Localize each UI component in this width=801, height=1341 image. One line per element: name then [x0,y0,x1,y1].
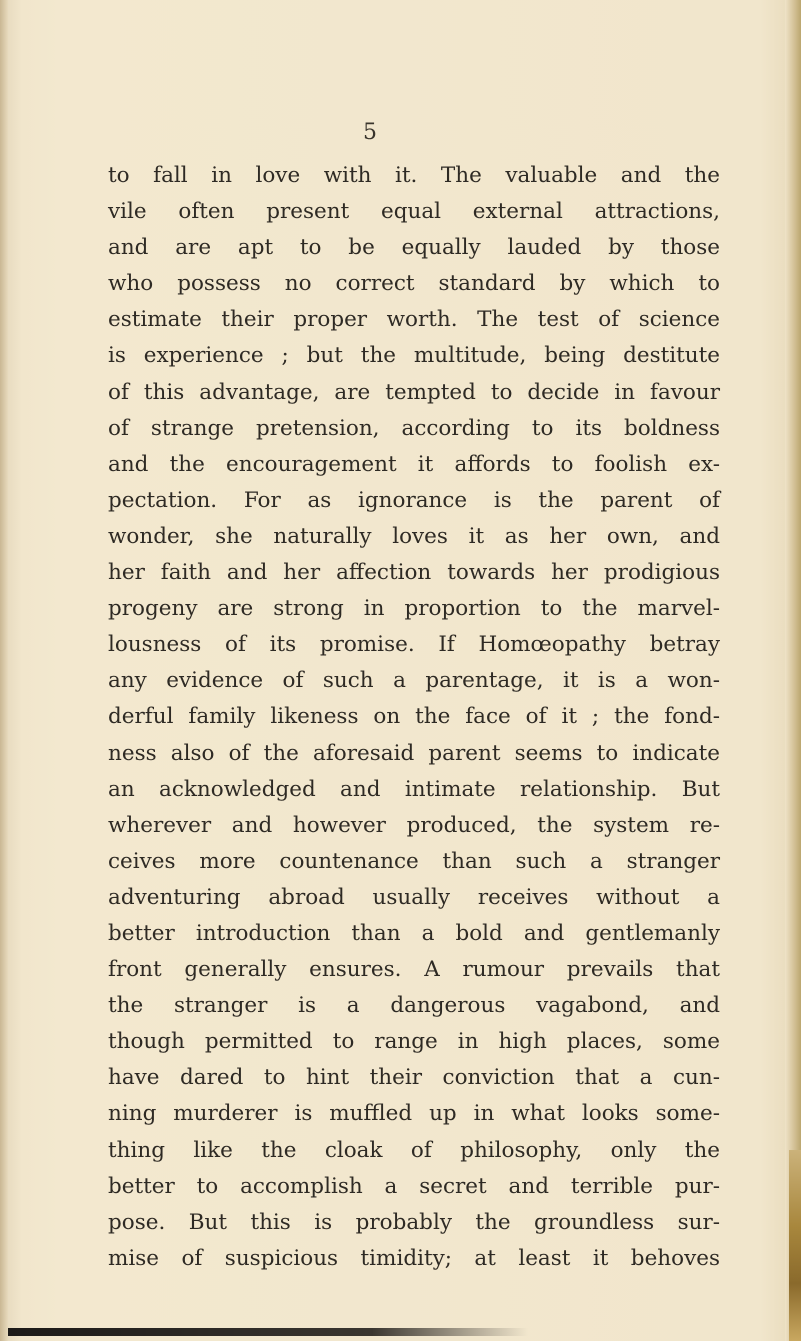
page-fore-edge [785,0,801,1341]
text-line: and the encouragement it affords to foolish ex- [108,451,720,477]
text-line: pectation. For as ignorance is the parent of [108,487,720,513]
text-line: of this advantage, are tempted to decide in favour [108,379,720,405]
text-line: have dared to hint their conviction that a cun- [108,1065,720,1091]
text-line: and are apt to be equally lauded by those [108,235,720,261]
page-number: 5 [363,120,377,145]
text-line: wherever and however produced, the system re- [108,812,720,838]
text-line: lousness of its promise. If Homœopathy betray [108,632,720,658]
text-line: estimate their proper worth. The test of science [108,307,720,333]
text-line: wonder, she naturally loves it as her own, and [108,523,720,549]
text-line: is experience ; but the multitude, being destitute [108,343,720,369]
text-line: progeny are strong in proportion to the marvel- [108,596,720,622]
text-line: mise of suspicious timidity; at least it behoves [108,1245,720,1271]
gilt-edge [789,1150,801,1341]
text-line: any evidence of such a parentage, it is a won- [108,668,720,694]
text-line: ness also of the aforesaid parent seems to indicate [108,740,720,766]
text-line: better introduction than a bold and gentlemanly [108,920,720,946]
text-line: front generally ensures. A rumour prevails that [108,957,720,983]
text-line: derful family likeness on the face of it ; the fond- [108,704,720,730]
text-line: the stranger is a dangerous vagabond, and [108,993,720,1019]
page-gutter-edge [0,0,8,1341]
text-line: better to accomplish a secret and terrible pur- [108,1173,720,1199]
text-line: ning murderer is muffled up in what looks some- [108,1101,720,1127]
text-line: who possess no correct standard by which to [108,271,720,297]
text-line: though permitted to range in high places, some [108,1029,720,1055]
text-line: adventuring abroad usually receives without a [108,884,720,910]
text-line: an acknowledged and intimate relationship. But [108,776,720,802]
text-line: to fall in love with it. The valuable and the [108,163,720,188]
text-line: ceives more countenance than such a stranger [108,848,720,874]
text-line: pose. But this is probably the groundless sur- [108,1209,720,1235]
text-line: vile often present equal external attractions, [108,199,720,225]
text-line: her faith and her affection towards her prodigious [108,560,720,586]
body-text [108,158,720,1277]
text-line: of strange pretension, according to its boldness [108,415,720,441]
page-bottom-shadow [8,1328,528,1336]
text-line: thing like the cloak of philosophy, only the [108,1137,720,1163]
